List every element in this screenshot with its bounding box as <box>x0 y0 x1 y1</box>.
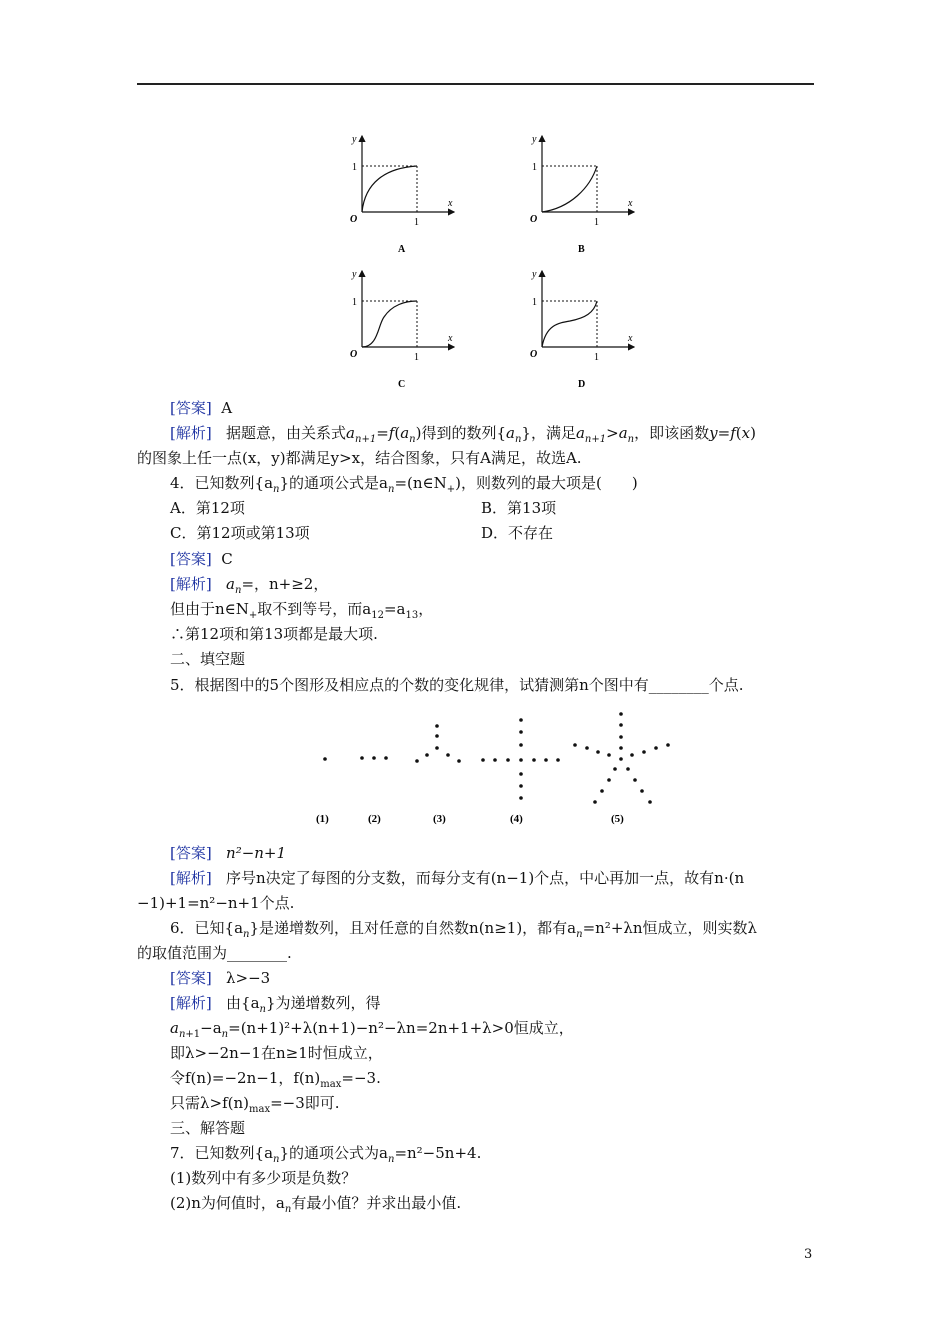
graph-c <box>350 269 454 390</box>
explanation-tag: [解析] <box>170 424 212 442</box>
q5-explanation-2: −1)+1=n²−n+1个点. <box>137 894 295 912</box>
tick-y-one: 1 <box>352 297 357 308</box>
graph-b <box>530 134 634 255</box>
tick-y-one: 1 <box>352 162 357 173</box>
tick-x-one: 1 <box>594 217 599 228</box>
graph-label: B <box>578 244 585 255</box>
axis-x-label: x <box>448 198 453 209</box>
answer-tag: [答案] <box>170 550 212 568</box>
q7-part-1: (1)数列中有多少项是负数？ <box>170 1169 357 1187</box>
q6-explanation: [解析] 由$\{a_n\}$为递增数列，得 <box>170 994 381 1015</box>
dot-figure-1 <box>323 757 327 761</box>
header-rule <box>137 83 814 85</box>
q3-explanation-line2: 的图象上任一点(x，y)都满足y>x，结合图象，只有A满足，故选A. <box>137 449 582 467</box>
tick-x-one: 1 <box>414 352 419 363</box>
axis-y-label: y <box>352 269 357 280</box>
graph-a <box>350 134 454 255</box>
graph-label: A <box>398 244 406 255</box>
explanation-tag: [解析] <box>170 994 212 1012</box>
q4-explanation: [解析] $a_n=$，n+≥2， <box>170 575 329 596</box>
q4-stem: 4．已知数列$\{a_n\}$的通项公式是$a_n=(n\in N_+)$，则数列的最大项是( ) <box>170 474 638 495</box>
q3-answer: [答案] A <box>170 399 233 417</box>
curve-d <box>542 301 597 347</box>
axis-x-label: x <box>628 198 633 209</box>
q4-option-a: A．第12项 <box>170 499 245 517</box>
q4-option-c: C．第12项或第13项 <box>170 524 310 542</box>
q3-explanation: [解析] 据题意，由关系式$a_{n+1}=f(a_n)$得到的数列$\{a_n\}$，满足$a_{n+1}>a_n$，即该函数y=f(x) <box>170 424 756 445</box>
dot-figure-3 <box>415 724 461 763</box>
q6-stem-2: 的取值范围为________. <box>137 944 292 962</box>
origin-label: O <box>350 214 358 225</box>
axis-y-label: y <box>352 134 357 145</box>
dot-figure-5 <box>573 712 670 804</box>
q6-explanation-4: 令f(n)=−2n−1，$f(n)_{max}=-3$. <box>170 1069 381 1090</box>
answer-tag: [答案] <box>170 844 212 862</box>
q4-answer: [答案] C <box>170 550 233 568</box>
q5-answer: [答案] n²−n+1 <box>170 844 287 862</box>
graph-d <box>530 269 634 390</box>
q4-explanation-3: ∴第12项和第13项都是最大项. <box>170 625 378 643</box>
q6-explanation-3: 即λ>−2n−1在n≥1时恒成立， <box>170 1044 383 1062</box>
q6-stem: 6．已知$\{a_n\}$是递增数列，且对任意的自然数n(n≥1)，都有$a_n=n^2+\lambda n$恒成立，则实数λ <box>170 919 758 940</box>
page-number: 3 <box>804 1247 813 1262</box>
section-fill-in: 二、填空题 <box>170 650 246 668</box>
dot-figure-labels <box>316 813 624 825</box>
explanation-tag: [解析] <box>170 869 212 887</box>
dot-label-3: (3) <box>433 813 446 825</box>
answer-tag: [答案] <box>170 399 212 417</box>
dot-figure-4 <box>481 718 560 800</box>
origin-label: O <box>530 349 538 360</box>
q4-option-b: B．第13项 <box>481 499 557 517</box>
axis-y-label: y <box>532 269 537 280</box>
curve-c <box>362 301 417 347</box>
section-solve: 三、解答题 <box>170 1119 246 1137</box>
dot-figure-2 <box>360 756 388 760</box>
q7-stem: 7．已知数列$\{a_n\}$的通项公式为$a_n=n^2-5n+4$. <box>170 1144 482 1165</box>
dot-label-2: (2) <box>368 813 381 825</box>
axis-x-label: x <box>448 333 453 344</box>
dot-label-4: (4) <box>510 813 523 825</box>
graph-label: C <box>398 379 406 390</box>
axis-y-label: y <box>532 134 537 145</box>
dot-label-1: (1) <box>316 813 329 825</box>
explanation-tag: [解析] <box>170 575 212 593</box>
q7-part-2: (2)n为何值时，$a_n$有最小值？并求出最小值. <box>170 1194 462 1215</box>
q4-option-d: D．不存在 <box>481 524 554 542</box>
axis-x-label: x <box>628 333 633 344</box>
graph-label: D <box>578 379 586 390</box>
tick-y-one: 1 <box>532 162 537 173</box>
q6-answer: [答案] λ>−3 <box>170 969 271 987</box>
q4-explanation-2: 但由于$n\in N_+$取不到等号，而$a_{12}=a_{13}$， <box>170 600 434 621</box>
q5-stem: 5．根据图中的5个图形及相应点的个数的变化规律，试猜测第n个图中有________个点. <box>170 676 744 694</box>
q5-explanation: [解析] 序号n决定了每图的分支数，而每分支有(n−1)个点，中心再加一点，故有n·(n <box>170 869 745 887</box>
answer-tag: [答案] <box>170 969 212 987</box>
curve-b <box>542 166 597 212</box>
origin-label: O <box>350 349 358 360</box>
tick-x-one: 1 <box>414 217 419 228</box>
q6-explanation-2: $a_{n+1}-a_n=(n+1)^2+\lambda(n+1)-n^2-\lambda n=2n+1+\lambda>0$恒成立， <box>170 1019 574 1040</box>
tick-y-one: 1 <box>532 297 537 308</box>
dot-label-5: (5) <box>611 813 624 825</box>
origin-label: O <box>530 214 538 225</box>
graphs-figure <box>330 128 650 390</box>
curve-a <box>362 166 417 212</box>
dot-pattern-figure <box>300 712 690 834</box>
q6-explanation-5: 只需$\lambda>f(n)_{max}=-3$即可. <box>170 1094 340 1115</box>
tick-x-one: 1 <box>594 352 599 363</box>
